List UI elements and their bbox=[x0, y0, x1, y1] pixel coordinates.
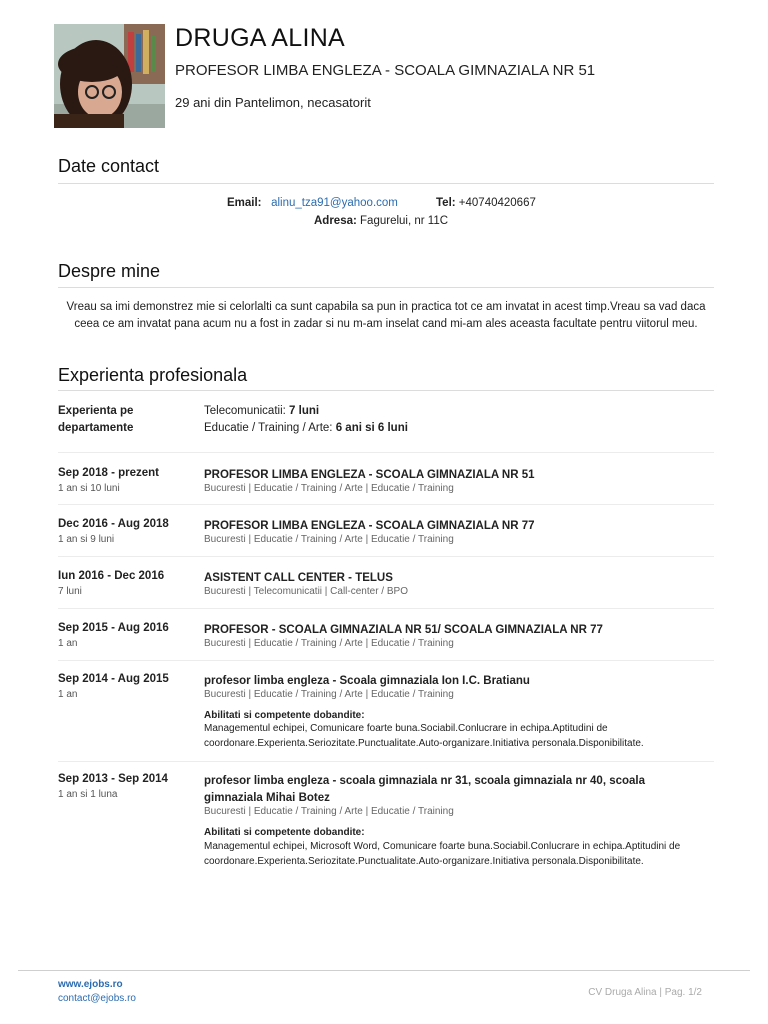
job-title: ASISTENT CALL CENTER - TELUS bbox=[204, 572, 393, 584]
footer-site-link[interactable]: www.ejobs.ro bbox=[58, 979, 123, 990]
email-label: Email: bbox=[227, 197, 262, 209]
footer-email-link[interactable]: contact@ejobs.ro bbox=[58, 993, 136, 1004]
job-date: Dec 2016 - Aug 2018 bbox=[58, 518, 169, 530]
personal-info: 29 ani din Pantelimon, necasatorit bbox=[175, 95, 371, 110]
job-title: PROFESOR LIMBA ENGLEZA - SCOALA GIMNAZIALA NR 51 bbox=[204, 469, 535, 481]
job-category: Bucuresti | Educatie / Training / Arte | Educatie / Training bbox=[204, 534, 454, 545]
section-title-contact: Date contact bbox=[58, 156, 160, 176]
skills-heading: Abilitati si competente dobandite: bbox=[204, 710, 365, 721]
row-divider bbox=[58, 660, 714, 661]
job-date: Sep 2015 - Aug 2016 bbox=[58, 622, 169, 634]
footer-page-info: CV Druga Alina | Pag. 1/2 bbox=[588, 987, 702, 998]
current-position: PROFESOR LIMBA ENGLEZA - SCOALA GIMNAZIALA NR 51 bbox=[175, 62, 596, 79]
job-duration: 1 an bbox=[58, 638, 78, 649]
email-row bbox=[227, 197, 398, 209]
job-title: profesor limba engleza - Scoala gimnaziala Ion I.C. Bratianu bbox=[204, 675, 530, 687]
job-duration: 1 an si 10 luni bbox=[58, 483, 120, 494]
job-category: Bucuresti | Educatie / Training / Arte | Educatie / Training bbox=[204, 689, 454, 700]
candidate-name: DRUGA ALINA bbox=[175, 24, 346, 52]
row-divider bbox=[58, 452, 714, 453]
section-divider bbox=[58, 287, 714, 288]
row-divider bbox=[58, 608, 714, 609]
phone-value: +40740420667 bbox=[458, 197, 536, 209]
job-category: Bucuresti | Educatie / Training / Arte | Educatie / Training bbox=[204, 806, 454, 817]
job-title: PROFESOR - SCOALA GIMNAZIALA NR 51/ SCOALA GIMNAZIALA NR 77 bbox=[204, 624, 603, 636]
job-duration: 1 an si 9 luni bbox=[58, 534, 115, 545]
row-divider bbox=[58, 761, 714, 762]
profile-photo bbox=[54, 24, 165, 128]
job-category: Bucuresti | Educatie / Training / Arte | Educatie / Training bbox=[204, 638, 454, 649]
job-date: Iun 2016 - Dec 2016 bbox=[58, 570, 165, 582]
job-duration: 1 an bbox=[58, 689, 78, 700]
department-row bbox=[204, 405, 319, 417]
skills-text: Managementul echipei, Microsoft Word, Comunicare foarte buna.Sociabil.Conlucrare in echipa.Aptitudini de coordonare.Experienta.Seriozitate.Punctualitate.Auto-organizare.Initiativa personala.Disponibilitate. bbox=[204, 841, 681, 867]
department-name: Telecomunicatii: bbox=[204, 405, 286, 417]
section-divider bbox=[58, 390, 714, 391]
job-title: profesor limba engleza - scoala gimnaziala nr 31, scoala gimnaziala nr 40, scoala gimnaziala Mihai Botez bbox=[204, 775, 646, 804]
address-row bbox=[314, 215, 448, 227]
job-date: Sep 2014 - Aug 2015 bbox=[58, 673, 169, 685]
email-link[interactable]: alinu_tza91@yahoo.com bbox=[271, 197, 398, 209]
skills-heading: Abilitati si competente dobandite: bbox=[204, 827, 365, 838]
row-divider bbox=[58, 556, 714, 557]
address-label: Adresa: bbox=[314, 215, 357, 227]
department-row bbox=[204, 422, 408, 434]
skills-text: Managementul echipei, Comunicare foarte buna.Sociabil.Conlucrare in echipa.Aptitudini de coordonare.Experienta.Seriozitate.Punctualitate.Auto-organizare.Initiativa personala.Disponibilitate. bbox=[204, 723, 644, 749]
department-duration: 6 ani si 6 luni bbox=[335, 422, 408, 434]
row-divider bbox=[58, 504, 714, 505]
section-divider bbox=[58, 183, 714, 184]
job-date: Sep 2013 - Sep 2014 bbox=[58, 773, 168, 785]
phone-row bbox=[436, 197, 536, 209]
section-title-experience: Experienta profesionala bbox=[58, 365, 248, 385]
address-value: Fagurelui, nr 11C bbox=[360, 215, 449, 227]
department-duration: 7 luni bbox=[289, 405, 320, 417]
job-duration: 7 luni bbox=[58, 586, 82, 597]
section-title-about: Despre mine bbox=[58, 261, 161, 281]
about-text: Vreau sa imi demonstrez mie si celorlalti ca sunt capabila sa pun in practica tot ce am invatat in acest timp.Vreau sa vad daca ceea ce am invatat pana acum nu a fost in zadar si nu m-am inselat cand mi-am ales aceasta facultate pentru viitorul meu. bbox=[66, 301, 706, 330]
job-title: PROFESOR LIMBA ENGLEZA - SCOALA GIMNAZIALA NR 77 bbox=[204, 520, 535, 532]
footer-divider bbox=[18, 970, 750, 971]
department-name: Educatie / Training / Arte: bbox=[204, 422, 333, 434]
job-date: Sep 2018 - prezent bbox=[58, 467, 159, 479]
phone-label: Tel: bbox=[436, 197, 456, 209]
job-category: Bucuresti | Educatie / Training / Arte | Educatie / Training bbox=[204, 483, 454, 494]
job-category: Bucuresti | Telecomunicatii | Call-center / BPO bbox=[204, 586, 408, 597]
job-duration: 1 an si 1 luna bbox=[58, 789, 118, 800]
department-experience-label: Experienta pe departamente bbox=[58, 405, 134, 434]
